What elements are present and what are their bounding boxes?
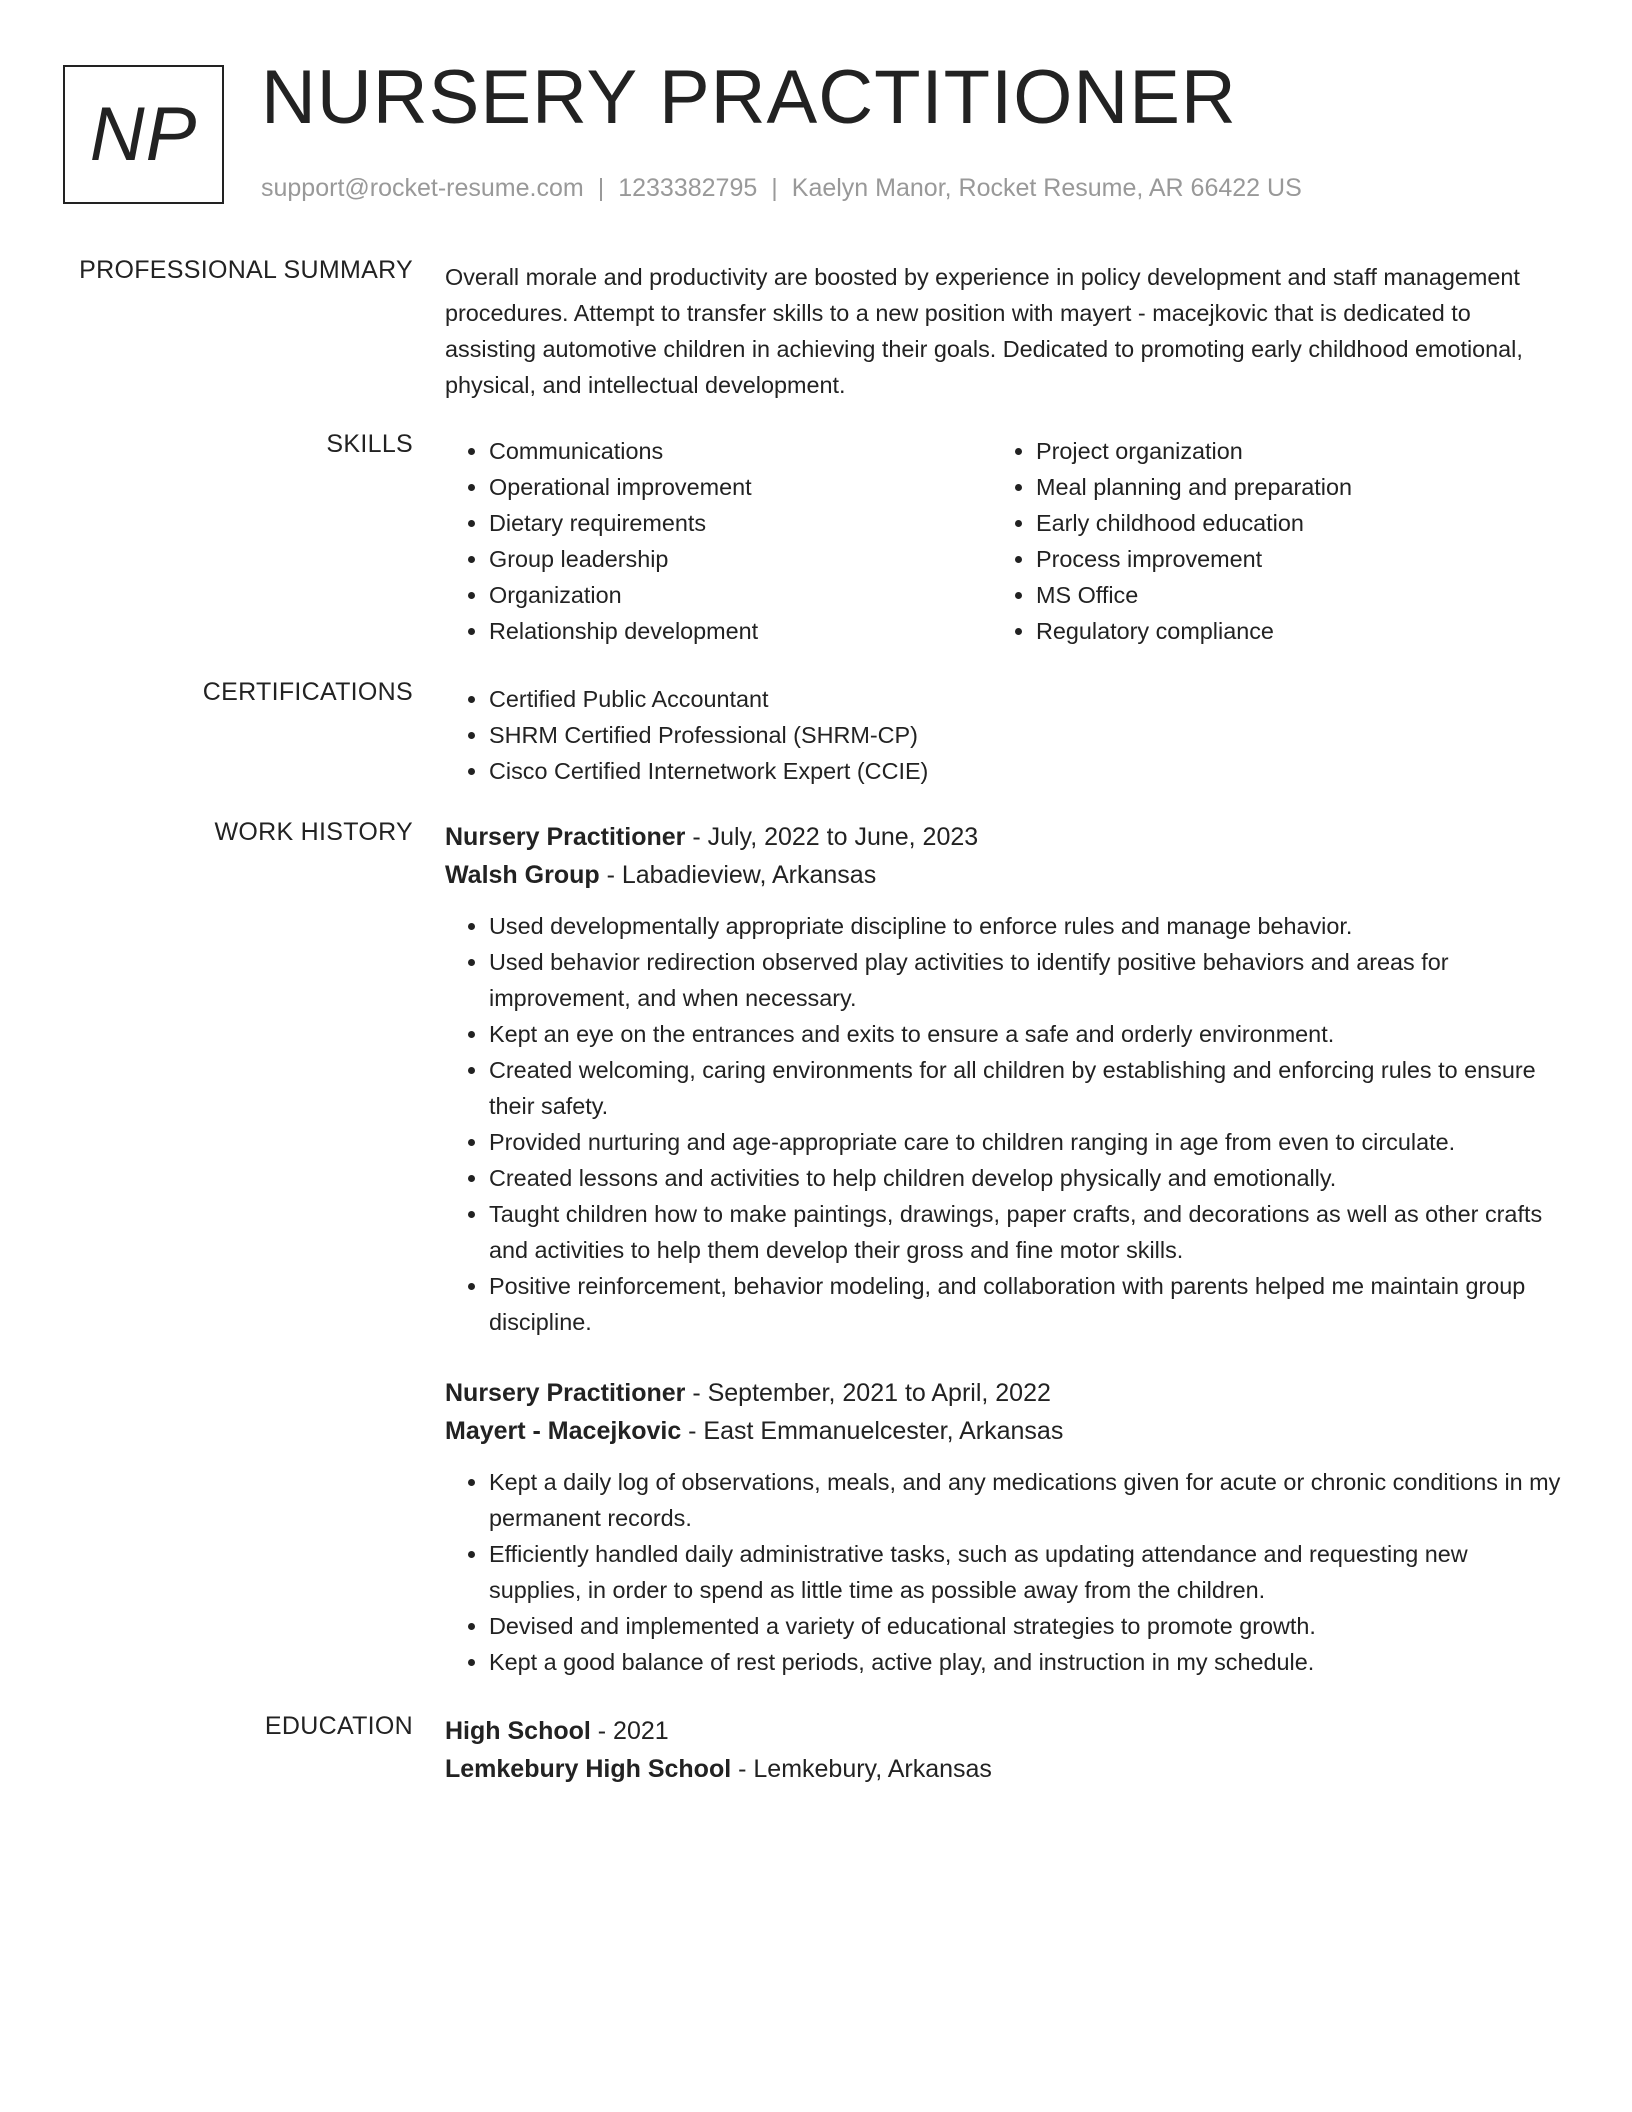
skill-item: • Process improvement: [1036, 541, 1539, 577]
skill-item: • Project organization: [1036, 433, 1539, 469]
job-bullet: • Positive reinforcement, behavior modeling, and collaboration with parents helped me maintain group discipline.: [489, 1268, 1565, 1340]
education-year: - 2021: [590, 1717, 669, 1745]
job-title: Nursery Practitioner: [445, 1379, 686, 1407]
skill-item: • Communications: [489, 433, 992, 469]
skill-item: • Meal planning and preparation: [1036, 469, 1539, 505]
jobs-container: [445, 818, 1565, 1680]
education-school: Lemkebury High School: [445, 1755, 732, 1783]
skill-item: • Regulatory compliance: [1036, 613, 1539, 649]
skill-item: • Operational improvement: [489, 469, 992, 505]
skill-item: • Relationship development: [489, 613, 992, 649]
job-bullet: • Kept a daily log of observations, meals, and any medications given for acute or chronic conditions in my permanent records.: [489, 1464, 1565, 1536]
certifications-list: [445, 681, 1565, 789]
job-bullet: • Created welcoming, caring environments for all children by establishing and enforcing rules to ensure their safety.: [489, 1052, 1565, 1124]
contact-address: Kaelyn Manor, Rocket Resume, AR 66422 US: [791, 174, 1302, 202]
certification-item: • Cisco Certified Internetwork Expert (CCIE): [489, 753, 1565, 789]
job-bullet: • Used behavior redirection observed play activities to identify positive behaviors and areas for improvement, and when necessary.: [489, 944, 1565, 1016]
skills-list-left: [445, 433, 992, 649]
job-company: Walsh Group: [445, 861, 600, 889]
job-company: Mayert - Macejkovic: [445, 1417, 682, 1445]
certification-item: • Certified Public Accountant: [489, 681, 1565, 717]
page-title: NURSERY PRACTITIONER: [261, 55, 1237, 140]
monogram-badge: [63, 65, 224, 204]
skills-list-right: [992, 433, 1539, 649]
summary-text: Overall morale and productivity are boosted by experience in policy development and staff management procedures. Attempt to transfer skills to a new position with mayert - macejkovic that is dedicated to assisting automotive children in achieving their goals. Dedicated to promoting early childhood emotional, physical, and intellectual development.: [445, 264, 1523, 398]
job-bullets: [445, 908, 1565, 1340]
skill-item: • Organization: [489, 577, 992, 613]
job-bullet: • Created lessons and activities to help children develop physically and emotionally.: [489, 1160, 1565, 1196]
job-bullet: • Devised and implemented a variety of educational strategies to promote growth.: [489, 1608, 1565, 1644]
contact-separator: |: [771, 174, 778, 202]
certification-item: • SHRM Certified Professional (SHRM-CP): [489, 717, 1565, 753]
job-bullet: • Used developmentally appropriate discipline to enforce rules and manage behavior.: [489, 908, 1565, 944]
job-location: - Labadieview, Arkansas: [599, 861, 877, 889]
job-dates: - September, 2021 to April, 2022: [685, 1379, 1051, 1407]
job-title-line: [445, 818, 1565, 856]
job-title-line: [445, 1374, 1565, 1412]
section-label: CERTIFICATIONS: [202, 678, 413, 706]
job-company-line: [445, 856, 1565, 894]
monogram-text: NP: [89, 92, 198, 177]
job-bullet: • Provided nurturing and age-appropriate care to children ranging in age from even to circulate.: [489, 1124, 1565, 1160]
section-label: EDUCATION: [264, 1712, 413, 1740]
job-title: Nursery Practitioner: [445, 823, 686, 851]
contact-separator: |: [597, 174, 605, 202]
education-degree: High School: [445, 1717, 591, 1745]
skill-item: • Early childhood education: [1036, 505, 1539, 541]
education-school-line: [445, 1750, 1565, 1788]
skill-item: • MS Office: [1036, 577, 1539, 613]
job-company-line: [445, 1412, 1565, 1450]
job-entry: [445, 1374, 1565, 1680]
job-bullet: • Kept an eye on the entrances and exits to ensure a safe and orderly environment.: [489, 1016, 1565, 1052]
job-bullets: [445, 1464, 1565, 1680]
education-degree-line: [445, 1712, 1565, 1750]
job-location: - East Emmanuelcester, Arkansas: [681, 1417, 1064, 1445]
section-label: SKILLS: [326, 430, 413, 458]
skill-item: • Dietary requirements: [489, 505, 992, 541]
job-bullet: • Kept a good balance of rest periods, active play, and instruction in my schedule.: [489, 1644, 1565, 1680]
job-entry: [445, 818, 1565, 1340]
contact-email: support@rocket-resume.com: [261, 174, 584, 202]
section-label: WORK HISTORY: [214, 818, 413, 846]
education-location: - Lemkebury, Arkansas: [731, 1755, 992, 1783]
job-bullet: • Efficiently handled daily administrative tasks, such as updating attendance and requesting new supplies, in order to spend as little time as possible away from the children.: [489, 1536, 1565, 1608]
job-dates: - July, 2022 to June, 2023: [685, 823, 979, 851]
section-label: PROFESSIONAL SUMMARY: [79, 256, 413, 284]
contact-phone: 1233382795: [618, 174, 758, 202]
contact-line: [261, 174, 1302, 203]
job-bullet: • Taught children how to make paintings, drawings, paper crafts, and decorations as well as other crafts and activities to help them develop their gross and fine motor skills.: [489, 1196, 1565, 1268]
skill-item: • Group leadership: [489, 541, 992, 577]
